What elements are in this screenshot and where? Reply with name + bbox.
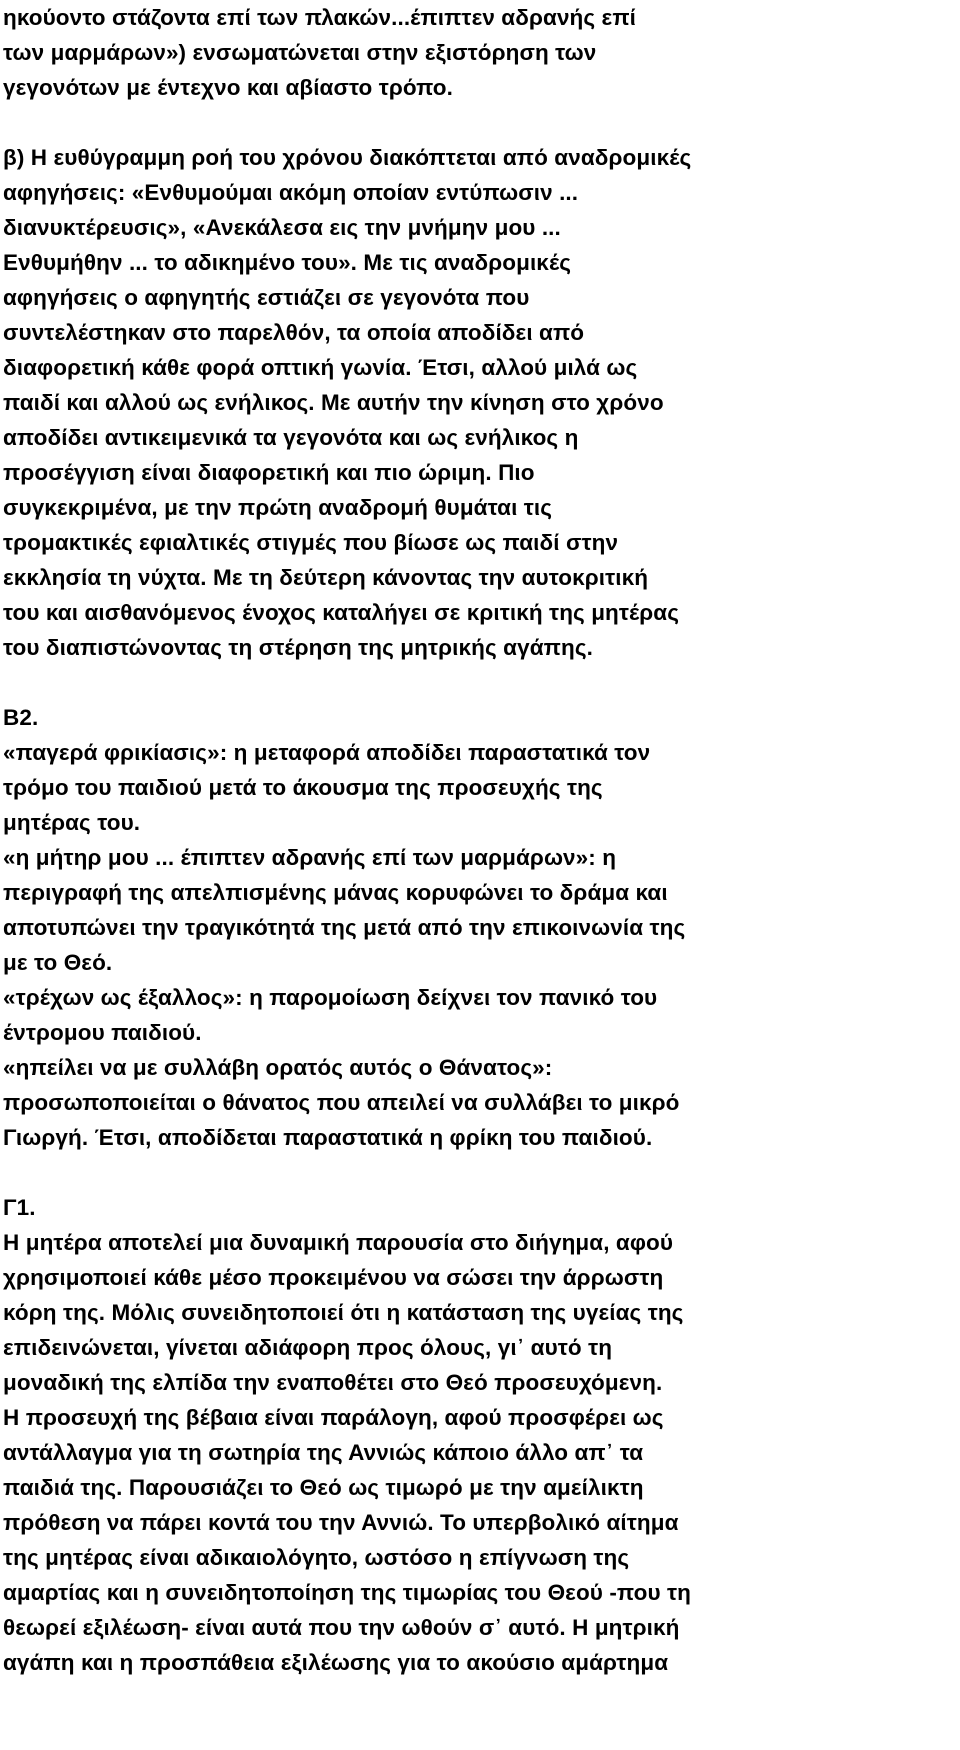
text-line: πρόθεση να πάρει κοντά του την Αννιώ. Το υπερβολικό αίτημα: [3, 1510, 679, 1535]
paragraph-gap: [3, 665, 960, 700]
text-line: παιδιά της. Παρουσιάζει το Θεό ως τιμωρό με την αμείλικτη: [3, 1475, 644, 1500]
text-line: χρησιμοποιεί κάθε μέσο προκειμένου να σώσει την άρρωστη: [3, 1265, 664, 1290]
text-line: Η προσευχή της βέβαια είναι παράλογη, αφού προσφέρει ως: [3, 1405, 664, 1430]
text-line: αποδίδει αντικειμενικά τα γεγονότα και ως ενήλικος η: [3, 425, 579, 450]
text-line: διανυκτέρευσις», «Ανεκάλεσα εις την μνήμην μου ...: [3, 215, 561, 240]
section-b2: [3, 700, 960, 1155]
text-line: γεγονότων με έντεχνο και αβίαστο τρόπο.: [3, 75, 453, 100]
text-line: συντελέστηκαν στο παρελθόν, τα οποία αποδίδει από: [3, 320, 585, 345]
text-line: «παγερά φρικίασις»: η μεταφορά αποδίδει παραστατικά τον: [3, 740, 651, 765]
section-heading-b2: Β2.: [3, 705, 39, 730]
text-line: συγκεκριμένα, με την πρώτη αναδρομή θυμάται τις: [3, 495, 553, 520]
text-line: διαφορετική κάθε φορά οπτική γωνία. Έτσι, αλλού μιλά ως: [3, 355, 638, 380]
text-line: εκκλησία τη νύχτα. Με τη δεύτερη κάνοντας την αυτοκριτική: [3, 565, 649, 590]
paragraph-b: [3, 140, 960, 665]
text-line: αντάλλαγμα για τη σωτηρία της Αννιώς κάποιο άλλο απ᾽ τα: [3, 1440, 644, 1465]
text-line: β) Η ευθύγραμμη ροή του χρόνου διακόπτεται από αναδρομικές: [3, 145, 692, 170]
text-line: θεωρεί εξιλέωση- είναι αυτά που την ωθούν σ᾽ αυτό. Η μητρική: [3, 1615, 680, 1640]
paragraph-a-end: [3, 0, 960, 105]
text-line: Ενθυμήθην ... το αδικημένο του». Με τις αναδρομικές: [3, 250, 572, 275]
text-line: Η μητέρα αποτελεί μια δυναμική παρουσία στο διήγημα, αφού: [3, 1230, 674, 1255]
text-line: του και αισθανόμενος ένοχος καταλήγει σε κριτική της μητέρας: [3, 600, 680, 625]
text-line: παιδί και αλλού ως ενήλικος. Με αυτήν την κίνηση στο χρόνο: [3, 390, 664, 415]
text-line: «ηπείλει να με συλλάβη ορατός αυτός ο Θάνατος»:: [3, 1055, 553, 1080]
text-line: τρομακτικές εφιαλτικές στιγμές που βίωσε ως παιδί στην: [3, 530, 619, 555]
text-line: προσωποποιείται ο θάνατος που απειλεί να συλλάβει το μικρό: [3, 1090, 680, 1115]
paragraph-gap: [3, 1155, 960, 1190]
paragraph-gap: [3, 105, 960, 140]
text-line: αφηγήσεις ο αφηγητής εστιάζει σε γεγονότα που: [3, 285, 530, 310]
text-line: προσέγγιση είναι διαφορετική και πιο ώριμη. Πιο: [3, 460, 535, 485]
text-line: των μαρμάρων») ενσωματώνεται στην εξιστόρηση των: [3, 40, 597, 65]
text-line: μοναδική της ελπίδα την εναποθέτει στο Θεό προσευχόμενη.: [3, 1370, 663, 1395]
text-line: «η μήτηρ μου ... έπιπτεν αδρανής επί των μαρμάρων»: η: [3, 845, 617, 870]
text-line: μητέρας του.: [3, 810, 141, 835]
text-line: τρόμο του παιδιού μετά το άκουσμα της προσευχής της: [3, 775, 603, 800]
text-line: αφηγήσεις: «Ενθυμούμαι ακόμη οποίαν εντύπωσιν ...: [3, 180, 579, 205]
text-line: με το Θεό.: [3, 950, 113, 975]
section-heading-g1: Γ1.: [3, 1195, 36, 1220]
text-line: περιγραφή της απελπισμένης μάνας κορυφώνει το δράμα και: [3, 880, 668, 905]
text-line: ηκούοντο στάζοντα επί των πλακών...έπιπτεν αδρανής επί: [3, 5, 637, 30]
text-line: επιδεινώνεται, γίνεται αδιάφορη προς όλους, γι᾽ αυτό τη: [3, 1335, 613, 1360]
text-line: αγάπη και η προσπάθεια εξιλέωσης για το ακούσιο αμάρτημα: [3, 1650, 669, 1675]
text-line: αμαρτίας και η συνειδητοποίηση της τιμωρίας του Θεού -που τη: [3, 1580, 692, 1605]
text-line: «τρέχων ως έξαλλος»: η παρομοίωση δείχνει τον πανικό του: [3, 985, 658, 1010]
text-line: έντρομου παιδιού.: [3, 1020, 202, 1045]
text-line: της μητέρας είναι αδικαιολόγητο, ωστόσο η επίγνωση της: [3, 1545, 630, 1570]
text-line: αποτυπώνει την τραγικότητά της μετά από την επικοινωνία της: [3, 915, 686, 940]
text-line: του διαπιστώνοντας τη στέρηση της μητρικής αγάπης.: [3, 635, 593, 660]
text-line: κόρη της. Μόλις συνειδητοποιεί ότι η κατάσταση της υγείας της: [3, 1300, 684, 1325]
section-g1: [3, 1190, 960, 1680]
text-line: Γιωργή. Έτσι, αποδίδεται παραστατικά η φρίκη του παιδιού.: [3, 1125, 653, 1150]
